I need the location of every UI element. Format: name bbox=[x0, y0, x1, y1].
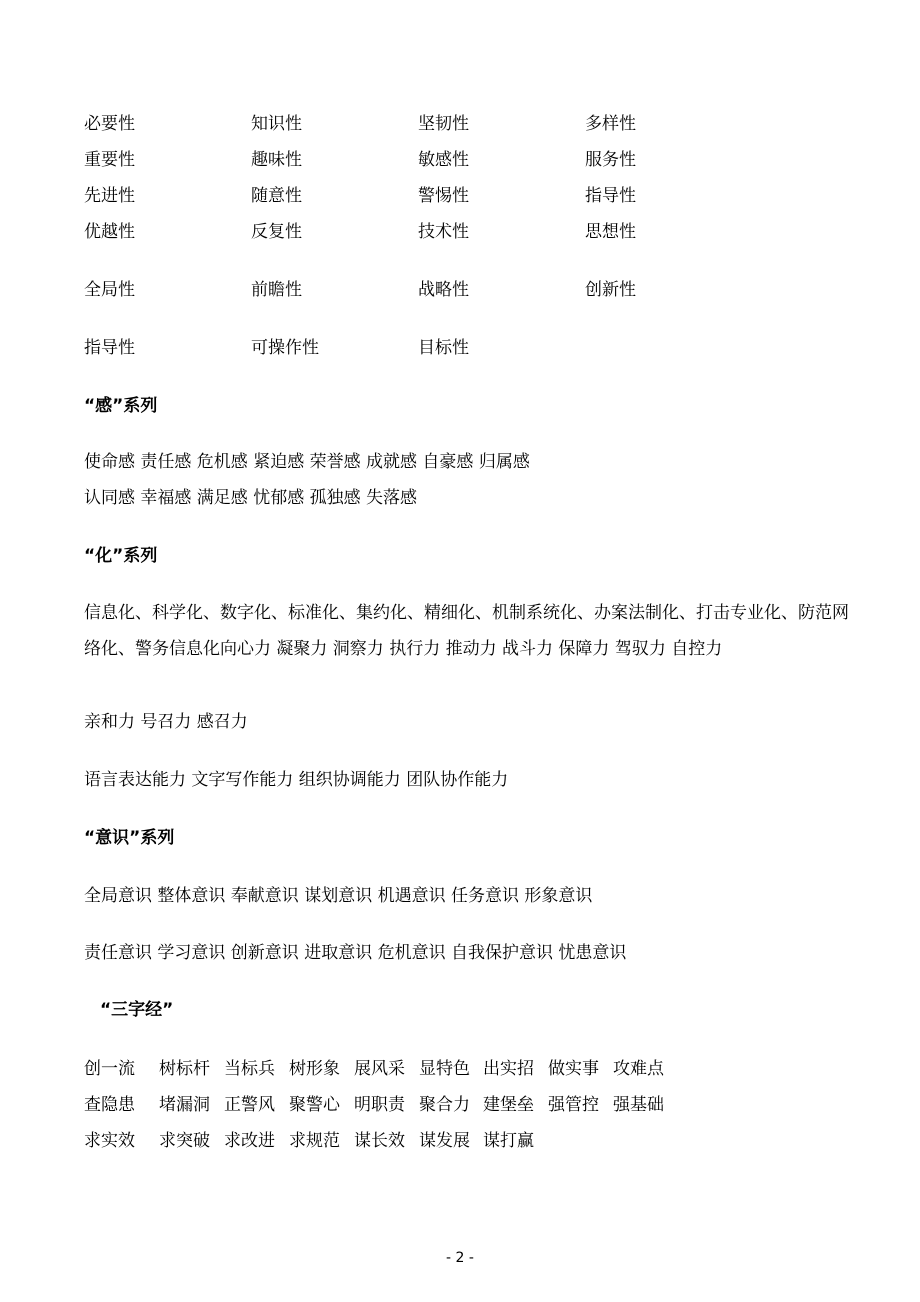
grid-cell: 战略性 bbox=[418, 280, 469, 300]
phrase: 强基础 bbox=[613, 1095, 664, 1115]
grid-cell: 可操作性 bbox=[251, 338, 319, 358]
phrase: 建堡垒 bbox=[483, 1095, 534, 1115]
page-number: - 2 - bbox=[446, 1250, 474, 1266]
hua-series-heading: “化”系列 bbox=[84, 546, 158, 566]
phrase: 树标杆 bbox=[159, 1059, 210, 1079]
phrase: 树形象 bbox=[289, 1059, 340, 1079]
gan-line-2: 认同感 幸福感 满足感 忧郁感 孤独感 失落感 bbox=[84, 488, 418, 508]
grid-cell: 必要性 bbox=[84, 114, 135, 134]
gan-series-heading: “感”系列 bbox=[84, 396, 158, 416]
phrase: 创一流 bbox=[84, 1059, 135, 1079]
qinhe-line: 亲和力 号召力 感召力 bbox=[84, 712, 248, 732]
nengli-line: 语言表达能力 文字写作能力 组织协调能力 团队协作能力 bbox=[84, 770, 509, 790]
grid-cell: 先进性 bbox=[84, 186, 135, 206]
phrase: 正警风 bbox=[224, 1095, 275, 1115]
grid-cell: 指导性 bbox=[84, 338, 135, 358]
grid-cell: 警惕性 bbox=[418, 186, 469, 206]
phrase: 展风采 bbox=[354, 1059, 405, 1079]
phrase: 求突破 bbox=[159, 1131, 210, 1151]
phrase: 查隐患 bbox=[84, 1095, 135, 1115]
grid-cell: 知识性 bbox=[251, 114, 302, 134]
phrase: 谋打赢 bbox=[483, 1131, 534, 1151]
grid-cell: 多样性 bbox=[585, 114, 636, 134]
phrase: 求规范 bbox=[289, 1131, 340, 1151]
grid-cell: 前瞻性 bbox=[251, 280, 302, 300]
phrase: 强管控 bbox=[548, 1095, 599, 1115]
grid-cell: 技术性 bbox=[418, 222, 469, 242]
gan-line-1: 使命感 责任感 危机感 紧迫感 荣誉感 成就感 自豪感 归属感 bbox=[84, 452, 530, 472]
grid-cell: 优越性 bbox=[84, 222, 135, 242]
yishi-series-heading: “意识”系列 bbox=[84, 828, 175, 848]
phrase: 攻难点 bbox=[613, 1059, 664, 1079]
phrase: 做实事 bbox=[548, 1059, 599, 1079]
yishi-line-2: 责任意识 学习意识 创新意识 进取意识 危机意识 自我保护意识 忧患意识 bbox=[84, 943, 627, 963]
grid-cell: 趣味性 bbox=[251, 150, 302, 170]
grid-cell: 重要性 bbox=[84, 150, 135, 170]
grid-cell: 创新性 bbox=[585, 280, 636, 300]
phrase: 明职责 bbox=[354, 1095, 405, 1115]
phrase: 聚合力 bbox=[419, 1095, 470, 1115]
phrase: 谋长效 bbox=[354, 1131, 405, 1151]
phrase: 聚警心 bbox=[289, 1095, 340, 1115]
phrase: 谋发展 bbox=[419, 1131, 470, 1151]
grid-cell: 随意性 bbox=[251, 186, 302, 206]
hua-paragraph: 信息化、科学化、数字化、标准化、集约化、精细化、机制系统化、办案法制化、打击专业化、防范网络化、警务信息化向心力 凝聚力 洞察力 执行力 推动力 战斗力 保障力 驾驭力 自控力 bbox=[84, 603, 849, 659]
phrase: 显特色 bbox=[419, 1059, 470, 1079]
grid-cell: 服务性 bbox=[585, 150, 636, 170]
phrase: 求实效 bbox=[84, 1131, 135, 1151]
grid-cell: 反复性 bbox=[251, 222, 302, 242]
phrase: 出实招 bbox=[483, 1059, 534, 1079]
grid-cell: 指导性 bbox=[585, 186, 636, 206]
yishi-line-1: 全局意识 整体意识 奉献意识 谋划意识 机遇意识 任务意识 形象意识 bbox=[84, 886, 593, 906]
sanzijing-heading: “三字经” bbox=[100, 1000, 174, 1020]
phrase: 当标兵 bbox=[224, 1059, 275, 1079]
grid-cell: 敏感性 bbox=[418, 150, 469, 170]
grid-cell: 全局性 bbox=[84, 280, 135, 300]
phrase: 求改进 bbox=[224, 1131, 275, 1151]
grid-cell: 目标性 bbox=[418, 338, 469, 358]
phrase: 堵漏洞 bbox=[159, 1095, 210, 1115]
grid-cell: 坚韧性 bbox=[418, 114, 469, 134]
grid-cell: 思想性 bbox=[585, 222, 636, 242]
